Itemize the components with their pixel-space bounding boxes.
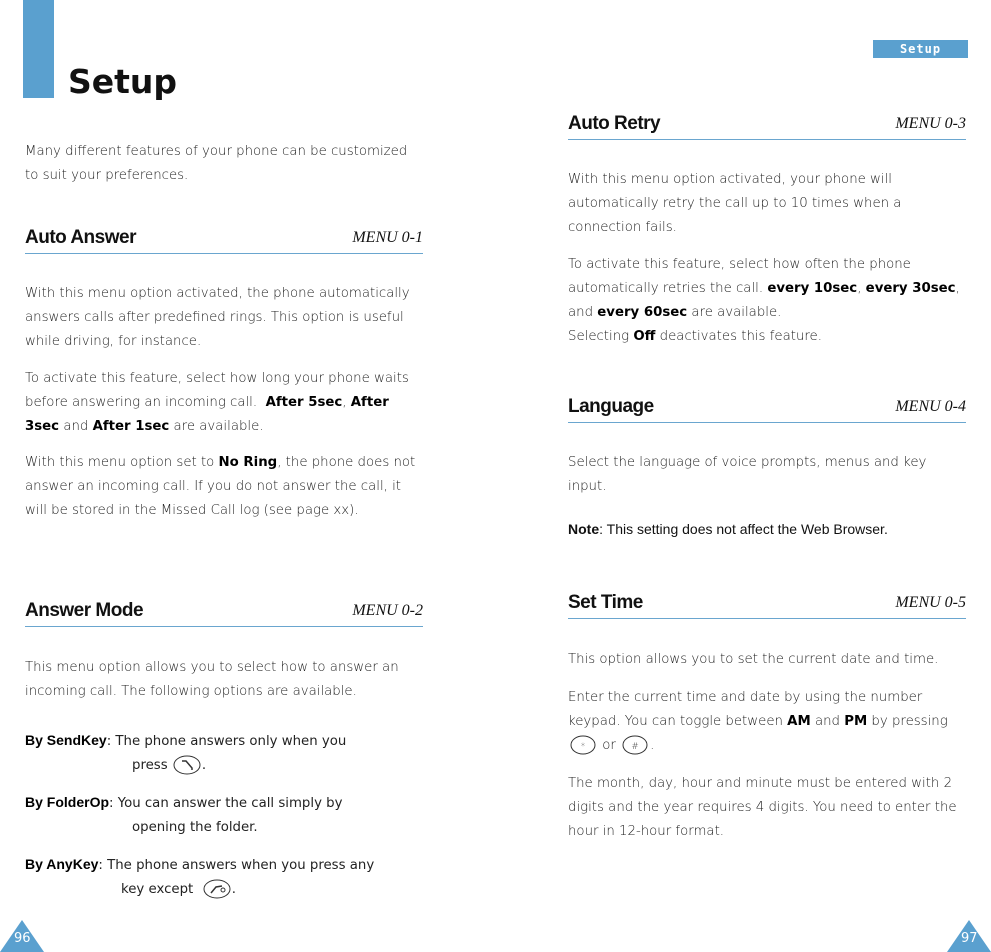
option-by-sendkey: By SendKey: The phone answers only when you press . xyxy=(25,728,423,778)
section-header-auto-retry xyxy=(568,113,966,140)
page-title: Setup xyxy=(68,62,178,101)
answer-mode-body xyxy=(25,656,423,902)
language-note: Note: This setting does not affect the Web Browser. xyxy=(568,521,888,537)
page-number-right-tab xyxy=(947,912,991,952)
menu-code-answer-mode: MENU 0-2 xyxy=(352,602,423,619)
hash-key-icon xyxy=(620,734,650,756)
page-number-left-tab xyxy=(0,912,44,952)
auto-answer-p2: To activate this feature, select how long your phone waits before answering an incoming call. After 5sec, After 3sec and After 1sec are available. xyxy=(25,371,409,434)
auto-retry-p1: With this menu option activated, your phone will automatically retry the call up to 10 times when a connection fails. xyxy=(568,172,902,235)
menu-code-set-time: MENU 0-5 xyxy=(895,594,966,611)
menu-code-language: MENU 0-4 xyxy=(895,398,966,415)
page-number-left: 96 xyxy=(14,931,31,946)
svg-text:*: * xyxy=(580,742,586,752)
section-header-set-time xyxy=(568,592,966,619)
section-title-auto-answer: Auto Answer xyxy=(25,227,136,248)
option-by-folderop: By FolderOp: You can answer the call simply by opening the folder. xyxy=(25,794,343,835)
auto-answer-p1: With this menu option activated, the phone automatically answers calls after predefined rings. This option is useful while driving, for instance. xyxy=(25,286,410,349)
auto-answer-body xyxy=(25,282,423,523)
set-time-p3: The month, day, hour and minute must be entered with 2 digits and the year requires 4 digits. You need to enter the hour in 12-hour format. xyxy=(568,776,957,839)
section-title-set-time: Set Time xyxy=(568,592,643,613)
intro-text: Many different features of your phone can be customized to suit your preferences. xyxy=(25,144,408,183)
section-title-language: Language xyxy=(568,396,654,417)
star-key-icon xyxy=(568,734,598,756)
section-title-auto-retry: Auto Retry xyxy=(568,113,661,134)
auto-retry-p2: To activate this feature, select how often the phone automatically retries the call. every 10sec, every 30sec, and every 60sec are available. Selecting Off deactivates this feature. xyxy=(568,257,960,344)
auto-retry-body xyxy=(568,168,966,349)
set-time-p1: This option allows you to set the current date and time. xyxy=(568,652,939,667)
auto-answer-p3: With this menu option set to No Ring, the phone does not answer an incoming call. If you do not answer the call, it will be stored in the Missed Call log (see page xx). xyxy=(25,455,416,518)
page-number-right: 97 xyxy=(961,931,978,946)
answer-mode-p1: This menu option allows you to select how to answer an incoming call. The following options are available. xyxy=(25,660,399,699)
set-time-body xyxy=(568,648,966,844)
title-accent-bar xyxy=(23,0,54,98)
menu-code-auto-retry: MENU 0-3 xyxy=(895,115,966,132)
send-key-icon xyxy=(172,754,202,776)
running-header: Setup xyxy=(873,40,968,58)
end-key-icon xyxy=(202,878,232,900)
section-header-answer-mode xyxy=(25,600,423,627)
section-header-language xyxy=(568,396,966,423)
section-title-answer-mode: Answer Mode xyxy=(25,600,144,621)
language-p1: Select the language of voice prompts, menus and key input. xyxy=(568,455,927,494)
set-time-p2: Enter the current time and date by using the number keypad. You can toggle between AM and PM by pressing * or # . xyxy=(568,686,966,758)
menu-code-auto-answer: MENU 0-1 xyxy=(352,229,423,246)
option-by-anykey: By AnyKey: The phone answers when you press any key except . xyxy=(25,852,423,902)
svg-text:#: # xyxy=(631,742,639,752)
language-body xyxy=(568,451,966,537)
section-header-auto-answer xyxy=(25,227,423,254)
